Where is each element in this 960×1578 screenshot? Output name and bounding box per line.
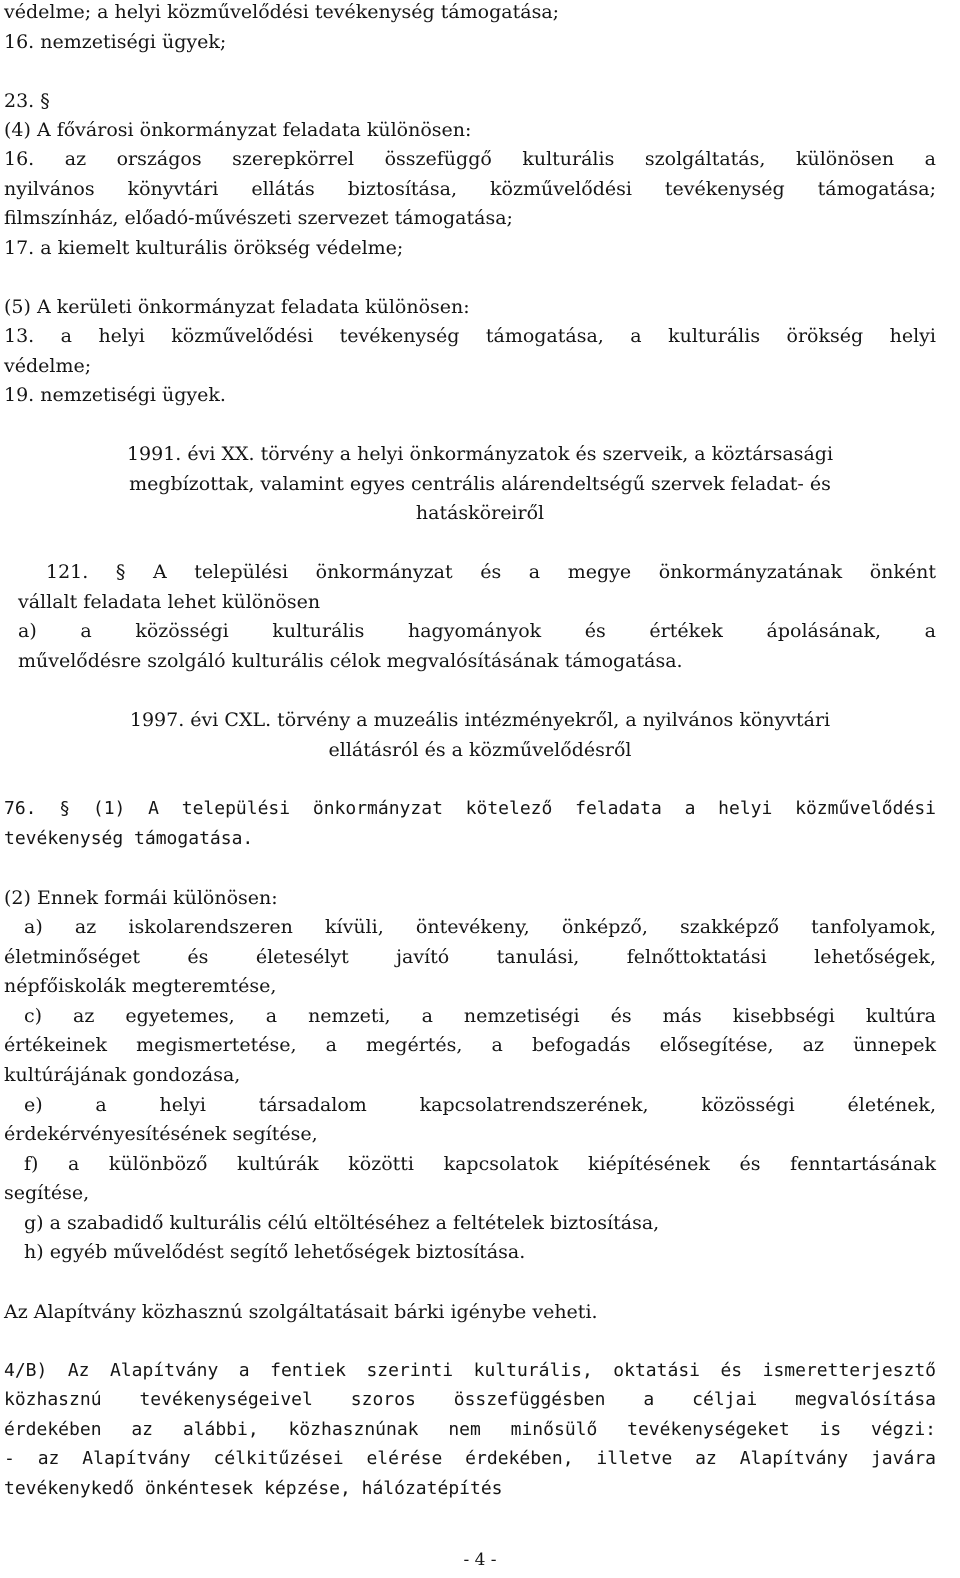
- law-1991-title-line-2: megbízottak, valamint egyes centrális alárendeltségű szervek feladat- és: [129, 473, 831, 495]
- district-item-19: 19. nemzetiségi ügyek.: [4, 384, 226, 406]
- form-a-line-2: életminőséget és életesélyt javító tanulási, felnőttoktatási lehetőségek,: [4, 946, 936, 968]
- section-4b-line-1: 4/B) Az Alapítvány a fentiek szerinti kulturális, oktatási és ismeretterjesztő: [4, 1360, 936, 1381]
- budapest-item-16-line-1: 16. az országos szerepkörrel összefüggő kulturális szolgáltatás, különösen a: [4, 148, 936, 170]
- law-1991-title-line-3: hatásköreiről: [415, 502, 545, 524]
- law-1997-para-1-line-1: 76. § (1) A települési önkormányzat kötelező feladata a helyi közművelődési: [4, 798, 936, 819]
- form-a-line-1: a) az iskolarendszeren kívüli, öntevékeny, önképző, szakképző tanfolyamok,: [24, 916, 936, 938]
- form-h: h) egyéb művelődést segítő lehetőségek biztosítása.: [24, 1241, 526, 1263]
- law-1991-para-line-2: vállalt feladata lehet különösen: [18, 591, 321, 613]
- section-23-heading: 23. §: [4, 90, 50, 112]
- form-e-line-2: érdekérvényesítésének segítése,: [4, 1123, 318, 1145]
- intro-line-2: 16. nemzetiségi ügyek;: [4, 31, 227, 53]
- form-g: g) a szabadidő kulturális célú eltöltéséhez a feltételek biztosítása,: [24, 1212, 660, 1234]
- form-f-line-2: segítése,: [4, 1182, 90, 1204]
- intro-line-1: védelme; a helyi közművelődési tevékenység támogatása;: [4, 1, 560, 23]
- form-c-line-3: kultúrájának gondozása,: [4, 1064, 241, 1086]
- law-1991-para-line-1: 121. § A települési önkormányzat és a megye önkormányzatának önként: [46, 561, 936, 583]
- section-4b-line-5: tevékenykedő önkéntesek képzése, hálózatépítés: [4, 1478, 503, 1499]
- law-1997-title-line-1: 1997. évi CXL. törvény a muzeális intézményekről, a nyilvános könyvtári: [129, 709, 831, 731]
- budapest-item-16-line-2: nyilvános könyvtári ellátás biztosítása, közművelődési tevékenység támogatása;: [4, 178, 936, 200]
- form-a-line-3: népfőiskolák megteremtése,: [4, 975, 277, 997]
- form-f-line-1: f) a különböző kultúrák közötti kapcsolatok kiépítésének és fenntartásának: [24, 1153, 936, 1175]
- section-4b-line-3: érdekében az alábbi, közhasznúnak nem minősülő tevékenységeket is végzi:: [4, 1419, 936, 1440]
- budapest-item-17: 17. a kiemelt kulturális örökség védelme;: [4, 237, 404, 259]
- district-item-13-line-1: 13. a helyi közművelődési tevékenység támogatása, a kulturális örökség helyi: [4, 325, 936, 347]
- budapest-heading: (4) A fővárosi önkormányzat feladata különösen:: [4, 119, 472, 141]
- law-1997-forms-heading: (2) Ennek formái különösen:: [4, 887, 278, 909]
- law-1997-para-1-line-2: tevékenység támogatása.: [4, 828, 254, 849]
- form-c-line-1: c) az egyetemes, a nemzeti, a nemzetiségi és más kisebbségi kultúra: [24, 1005, 936, 1027]
- budapest-item-16-line-3: filmszínház, előadó-művészeti szervezet támogatása;: [4, 207, 513, 229]
- section-4b-line-4: - az Alapítvány célkitűzései elérése érdekében, illetve az Alapítvány javára: [4, 1448, 936, 1469]
- law-1991-item-a-line-2: művelődésre szolgáló kulturális célok megvalósításának támogatása.: [18, 650, 683, 672]
- form-e-line-1: e) a helyi társadalom kapcsolatrendszerének, közösségi életének,: [24, 1094, 936, 1116]
- law-1997-title-line-2: ellátásról és a közművelődésről: [328, 739, 632, 761]
- law-1991-title-line-1: 1991. évi XX. törvény a helyi önkormányzatok és szerveik, a köztársasági: [126, 443, 834, 465]
- public-use-statement: Az Alapítvány közhasznú szolgáltatásait bárki igénybe veheti.: [4, 1301, 598, 1323]
- law-1991-item-a-line-1: a) a közösségi kulturális hagyományok és értékek ápolásának, a: [18, 620, 936, 642]
- page-number: - 4 -: [463, 1550, 497, 1570]
- district-heading: (5) A kerületi önkormányzat feladata különösen:: [4, 296, 470, 318]
- section-4b-line-2: közhasznú tevékenységeivel szoros összefüggésben a céljai megvalósítása: [4, 1389, 936, 1410]
- form-c-line-2: értékeinek megismertetése, a megértés, a befogadás elősegítése, az ünnepek: [4, 1034, 936, 1056]
- district-item-13-line-2: védelme;: [4, 355, 92, 377]
